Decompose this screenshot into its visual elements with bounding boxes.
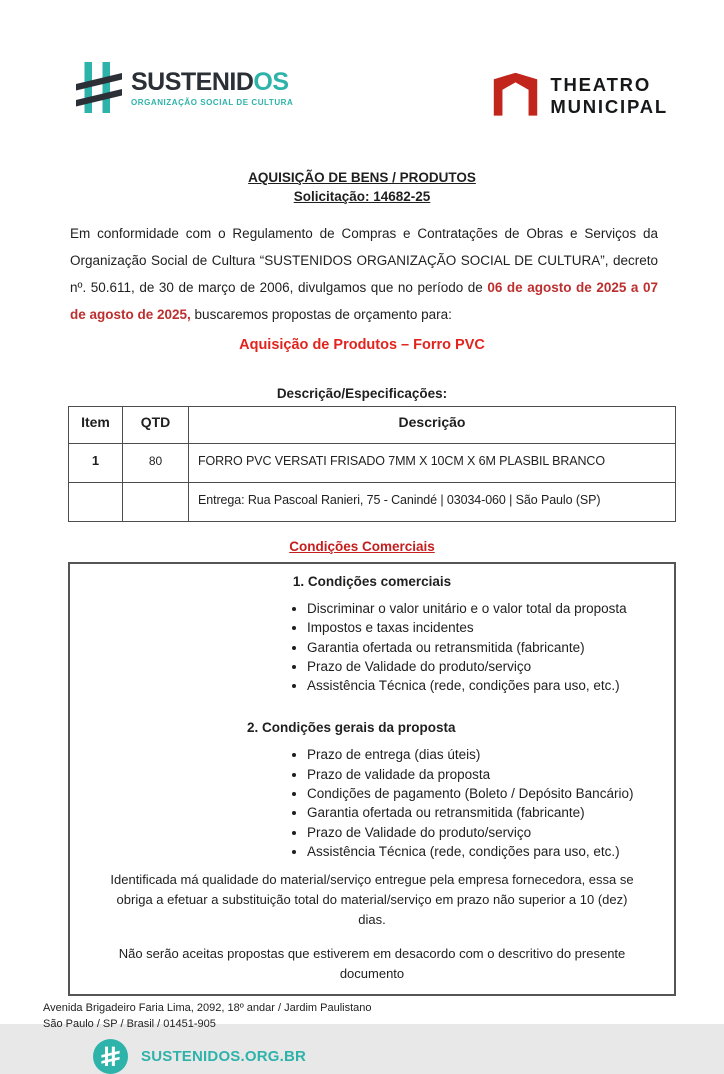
cell-item	[69, 483, 123, 522]
footer-address	[43, 1000, 724, 1032]
footer-site-text: SUSTENIDOS.ORG.BR	[141, 1048, 307, 1066]
product-title: Aquisição de Produtos – Forro PVC	[239, 337, 485, 353]
list-item: • Garantia ofertada ou retransmitida (fabricante)	[307, 803, 674, 822]
conditions-section-title: Condições Comerciais	[289, 539, 435, 554]
list-item: • Garantia ofertada ou retransmitida (fabricante)	[307, 638, 674, 657]
table-row	[69, 444, 676, 483]
list-item: • Prazo de Validade do produto/serviço	[307, 657, 674, 676]
header	[0, 0, 724, 124]
document-title-line1: AQUISIÇÃO DE BENS / PRODUTOS	[248, 170, 476, 185]
theatro-wordmark	[550, 74, 668, 118]
conditions-group1-list	[70, 599, 674, 695]
list-item: • Assistência Técnica (rede, condições para uso, etc.)	[307, 676, 674, 695]
list-item: • Condições de pagamento (Boleto / Depósito Bancário)	[307, 784, 674, 803]
list-item: • Prazo de validade da proposta	[307, 765, 674, 784]
document-title-line2: Solicitação: 14682-25	[293, 189, 431, 204]
cell-qtd	[123, 483, 189, 522]
intro-dates-highlight: 06 de agosto de 2025 a 07 de agosto de 2025,	[70, 280, 658, 322]
theatro-municipal-logo	[492, 68, 668, 124]
footer-address-line2: São Paulo / SP / Brasil / 01451-905	[43, 1018, 216, 1031]
table-header-row	[69, 407, 676, 444]
conditions-group2-heading: 2. Condições gerais da proposta	[247, 720, 456, 736]
conditions-group2-list	[70, 745, 674, 861]
sustenidos-logo	[74, 60, 293, 121]
sustenidos-subtitle: ORGANIZAÇÃO SOCIAL DE CULTURA	[131, 98, 294, 107]
intro-paragraph	[70, 220, 658, 328]
col-header-item: Item	[69, 407, 123, 444]
list-item: • Prazo de Validade do produto/serviço	[307, 823, 674, 842]
conditions-box	[68, 562, 676, 996]
quality-note: Identificada má qualidade do material/serviço entregue pela empresa fornecedora, essa se obriga a efetuar a substituição total do material/serviço em prazo não superior a 10 (dez) dias.	[110, 872, 634, 928]
theatro-arch-icon	[492, 68, 539, 124]
sustenidos-hash-circle-icon	[93, 1039, 128, 1074]
list-item: • Assistência Técnica (rede, condições para uso, etc.)	[307, 842, 674, 861]
cell-item: 1	[69, 444, 123, 483]
intro-text-before: Em conformidade com o Regulamento de Compras e Contratações de Obras e Serviços da Organização Social de Cultura “SUSTENIDOS ORGANIZAÇÃO SOCIAL DE CULTURA”, decreto nº. 50.611, de 30 de março de 2006, divulgamos que no período de	[70, 226, 658, 295]
sustenidos-word-teal: OS	[253, 68, 289, 96]
cell-qtd: 80	[123, 444, 189, 483]
sustenidos-wordmark	[131, 60, 293, 107]
footer-address-line1: Avenida Brigadeiro Faria Lima, 2092, 18º andar / Jardim Paulistano	[43, 1002, 372, 1015]
sustenidos-word-dark: SUSTENID	[131, 68, 254, 96]
intro-text-after: buscaremos propostas de orçamento para:	[190, 307, 452, 322]
cell-desc: FORRO PVC VERSATI FRISADO 7MM X 10CM X 6M PLASBIL BRANCO	[189, 444, 676, 483]
conditions-group1-heading: 1. Condições comerciais	[292, 574, 452, 589]
theatro-line2: MUNICIPAL	[550, 96, 668, 117]
theatro-line1: THEATRO	[550, 74, 652, 95]
list-item: • Prazo de entrega (dias úteis)	[307, 745, 674, 764]
spec-table	[68, 406, 676, 522]
spec-label: Descrição/Especificações:	[276, 386, 448, 401]
list-item: • Impostos e taxas incidentes	[307, 618, 674, 637]
col-header-desc: Descrição	[189, 407, 676, 444]
footer-logo	[93, 1039, 724, 1074]
col-header-qtd: QTD	[123, 407, 189, 444]
document-title	[0, 168, 724, 206]
cell-desc: Entrega: Rua Pascoal Ranieri, 75 - Canindé | 03034-060 | São Paulo (SP)	[189, 483, 676, 522]
acceptance-note: Não serão aceitas propostas que estiverem em desacordo com o descritivo do presente documento	[118, 946, 626, 982]
list-item: • Discriminar o valor unitário e o valor total da proposta	[307, 599, 674, 618]
table-row	[69, 483, 676, 522]
sustenidos-hash-icon	[74, 60, 124, 121]
